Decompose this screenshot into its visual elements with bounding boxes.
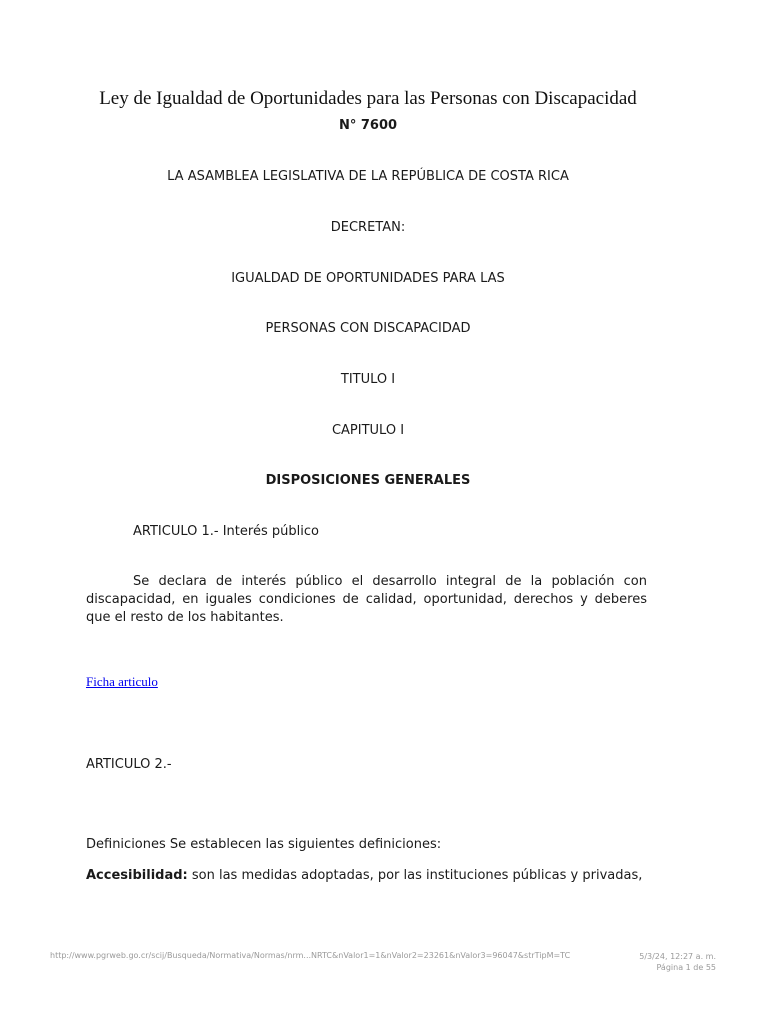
accesibilidad-definition	[86, 868, 642, 883]
article-1-text: Se declara de interés público el desarrollo integral de la población con discapacidad, en iguales condiciones de calidad, oportunidad, derechos y deberes que el resto de los habitantes.	[86, 574, 647, 625]
article-1-heading: ARTICULO 1.- Interés público	[133, 524, 319, 539]
footer-meta	[639, 951, 716, 973]
decretan-heading: DECRETAN:	[330, 220, 406, 235]
law-heading-line2: PERSONAS CON DISCAPACIDAD	[265, 321, 471, 336]
capitulo-heading: CAPITULO I	[331, 423, 405, 438]
law-heading-line1: IGUALDAD DE OPORTUNIDADES PARA LAS	[231, 271, 505, 286]
titulo-heading: TITULO I	[340, 372, 396, 387]
document-title: Ley de Igualdad de Oportunidades para las Personas con Discapacidad	[99, 88, 637, 109]
assembly-heading: LA ASAMBLEA LEGISLATIVA DE LA REPÚBLICA DE COSTA RICA	[167, 169, 569, 184]
accesibilidad-text: son las medidas adoptadas, por las instituciones públicas y privadas,	[187, 868, 643, 883]
law-number: N° 7600	[338, 118, 398, 133]
article-2-heading: ARTICULO 2.-	[86, 757, 172, 772]
footer-page-number: Página 1 de 55	[656, 963, 716, 972]
footer-datetime: 5/3/24, 12:27 a. m.	[639, 952, 716, 961]
footer-url: http://www.pgrweb.go.cr/scij/Busqueda/Normativa/Normas/nrm...NRTC&nValor1=1&nValor2=23261&nValor3=96047&strTipM=TC	[50, 951, 571, 960]
section-heading: DISPOSICIONES GENERALES	[265, 473, 471, 488]
accesibilidad-term: Accesibilidad:	[86, 868, 188, 883]
definitions-text: Definiciones Se establecen las siguientes definiciones:	[86, 837, 442, 852]
ficha-articulo-link[interactable]: Ficha articulo	[86, 674, 158, 689]
